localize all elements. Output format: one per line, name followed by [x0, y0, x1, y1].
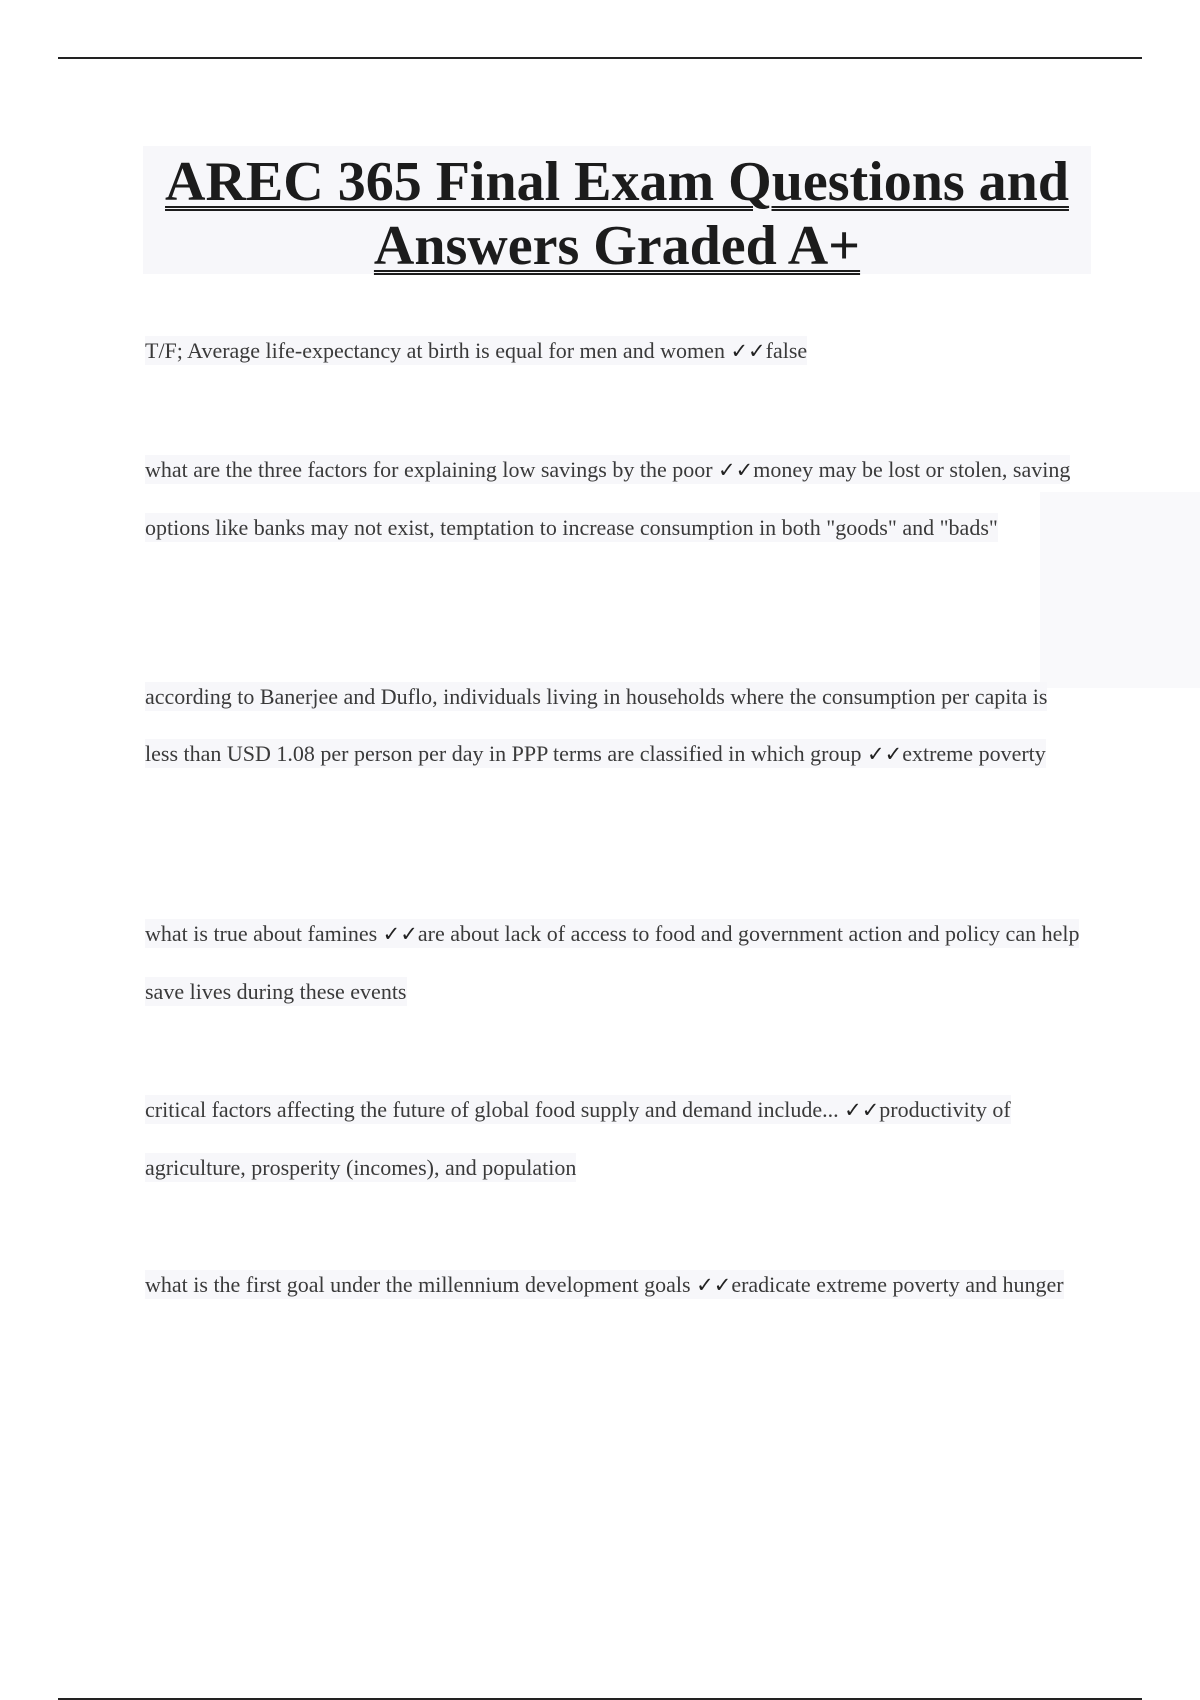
answer-text: eradicate extreme poverty and hunger — [731, 1272, 1064, 1297]
question-text: what are the three factors for explaining low savings by the poor — [145, 457, 719, 482]
qa-item — [145, 1081, 1085, 1196]
answer-text: productivity of agriculture, prosperity (incomes), and population — [145, 1097, 1011, 1180]
check-marks-icon: ✓✓ — [730, 339, 766, 363]
qa-item — [145, 322, 1085, 380]
check-marks-icon: ✓✓ — [696, 1273, 732, 1297]
answer-text: false — [765, 338, 808, 363]
check-marks-icon: ✓✓ — [844, 1098, 880, 1122]
check-marks-icon: ✓✓ — [718, 458, 754, 482]
top-rule — [58, 57, 1142, 59]
check-marks-icon: ✓✓ — [867, 742, 903, 766]
title-box — [143, 146, 1091, 277]
answer-text: extreme poverty — [902, 741, 1046, 766]
question-text: critical factors affecting the future of global food supply and demand include... — [145, 1097, 845, 1122]
answer-text: are about lack of access to food and government action and policy can help save lives during these events — [145, 921, 1080, 1004]
qa-item — [145, 668, 1085, 783]
answer-text: money may be lost or stolen, saving options like banks may not exist, temptation to increase consumption in both "goods" and "bads" — [145, 457, 1071, 540]
question-text: what is the first goal under the millennium development goals — [145, 1272, 697, 1297]
page-title: AREC 365 Final Exam Questions and Answers Graded A+ — [165, 151, 1069, 277]
check-marks-icon: ✓✓ — [382, 922, 418, 946]
question-text: T/F; Average life-expectancy at birth is equal for men and women — [145, 338, 731, 363]
qa-item — [145, 905, 1085, 1020]
qa-item — [145, 1256, 1085, 1314]
question-text: according to Banerjee and Duflo, individuals living in households where the consumption per capita is less than USD 1.08 per person per day in PPP terms are classified in which group — [145, 684, 1048, 766]
qa-item — [145, 441, 1085, 556]
question-text: what is true about famines — [145, 921, 383, 946]
